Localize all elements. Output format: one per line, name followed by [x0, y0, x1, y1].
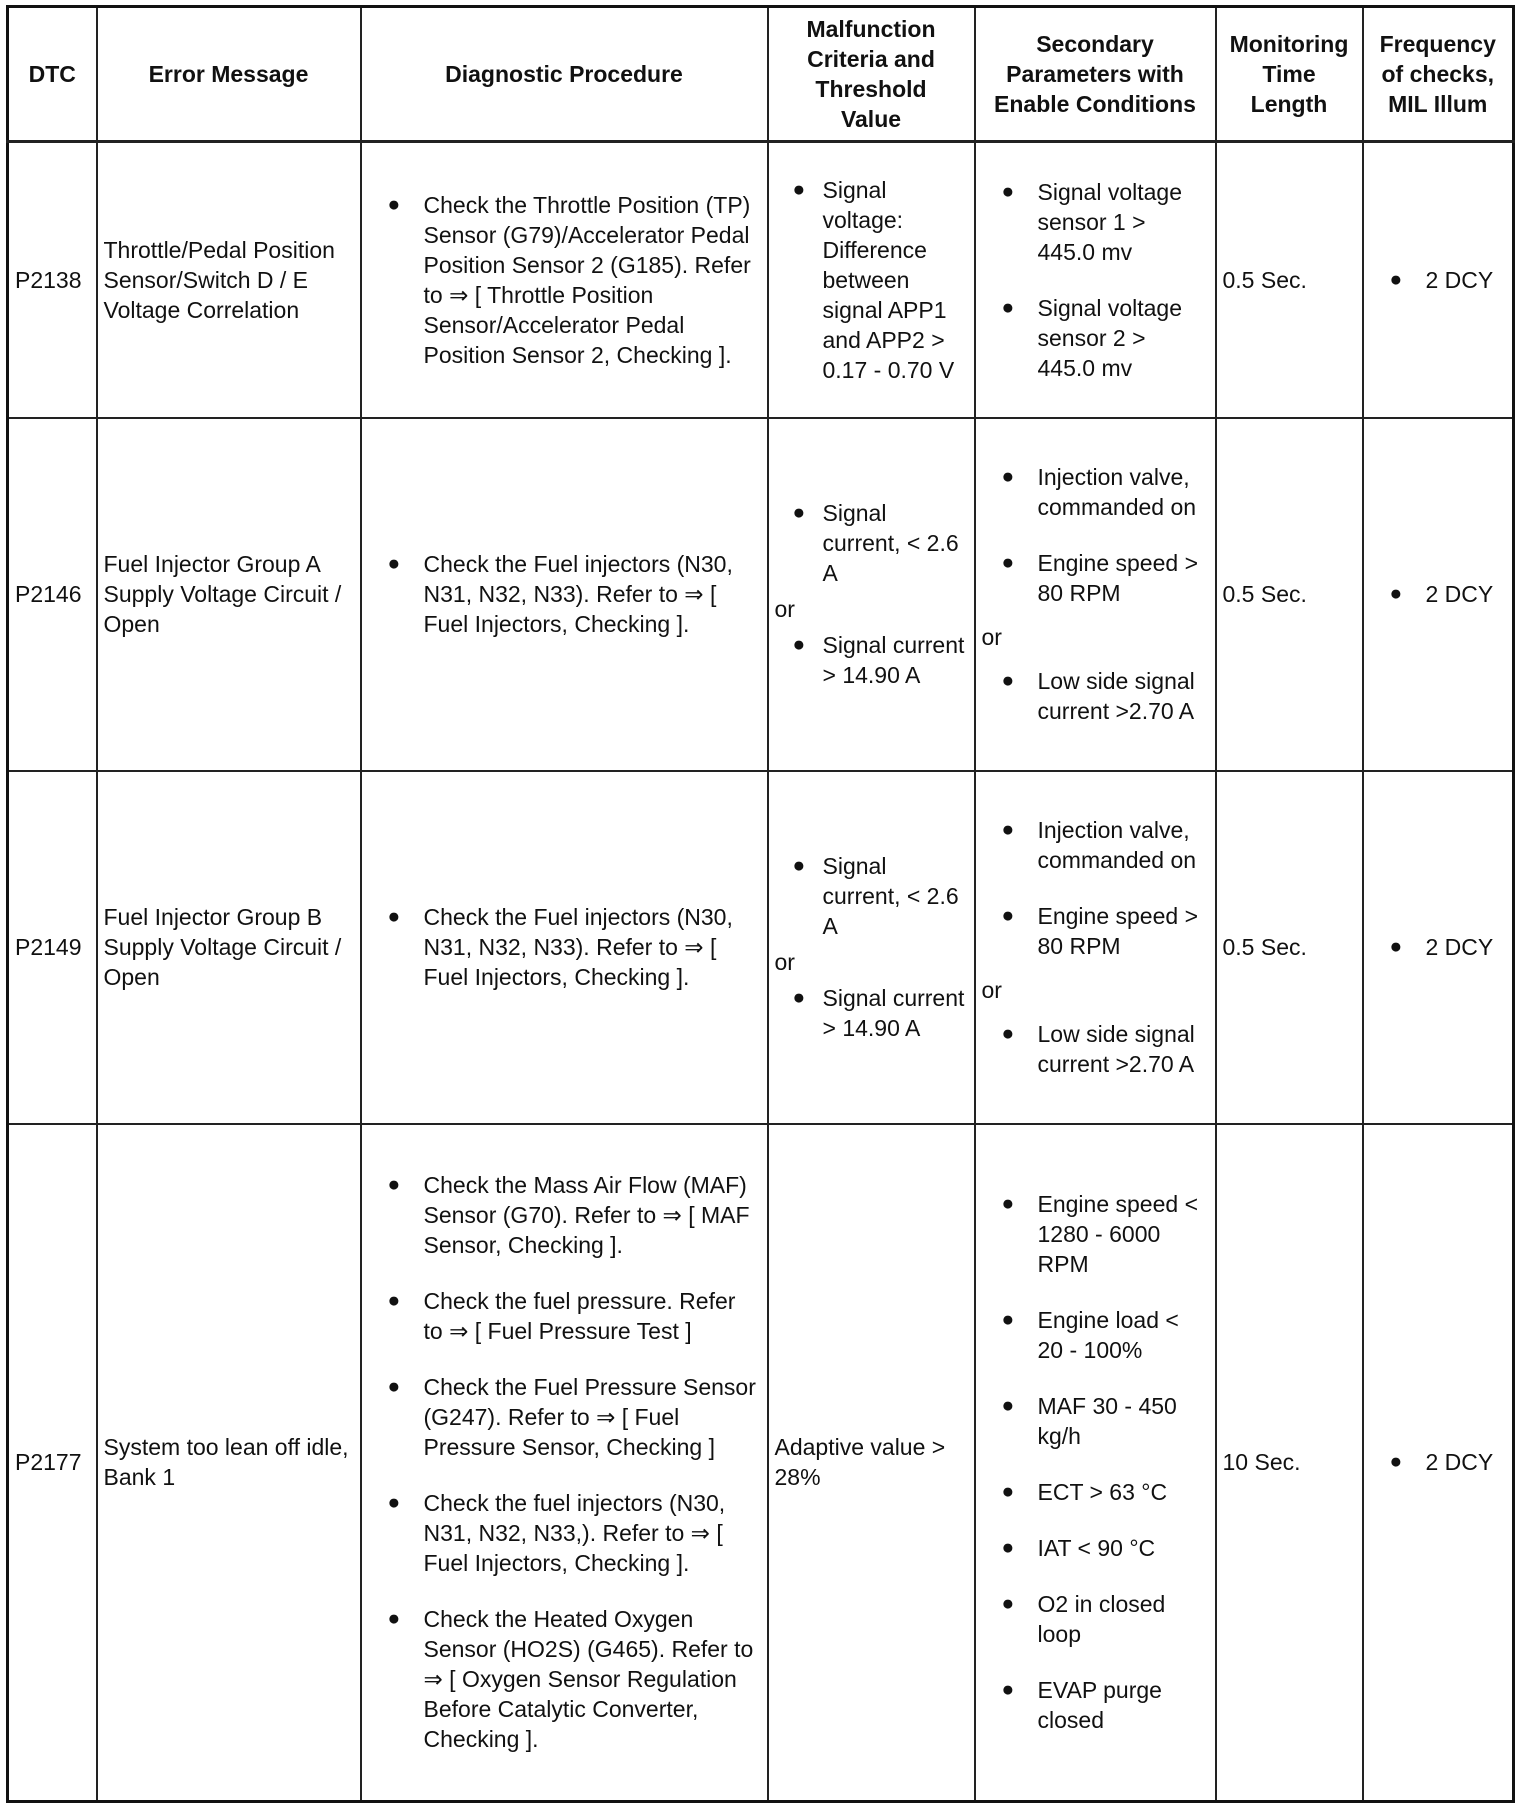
secondary-item: ● Engine load < 20 - 100% — [982, 1305, 1209, 1365]
frequency-item: ● 2 DCY — [1370, 1447, 1507, 1477]
diagnostic-procedure — [361, 771, 768, 1124]
criteria-item: ● Signal current > 14.90 A — [775, 983, 968, 1043]
table-row — [8, 771, 1514, 1124]
diagnostic-procedure — [361, 142, 768, 418]
secondary-item: ● Injection valve, commanded on — [982, 815, 1209, 875]
dtc-code: P2149 — [8, 771, 97, 1124]
frequency-item: ● 2 DCY — [1370, 579, 1507, 609]
secondary-parameters — [975, 142, 1216, 418]
header-diagnostic-procedure: Diagnostic Procedure — [361, 7, 768, 142]
malfunction-criteria: Adaptive value > 28% — [768, 1124, 975, 1802]
procedure-item: ● Check the Mass Air Flow (MAF) Sensor (G70). Refer to ⇒ [ MAF Sensor, Checking ]. — [368, 1170, 761, 1260]
table-row — [8, 418, 1514, 771]
secondary-parameters — [975, 418, 1216, 771]
dtc-code: P2146 — [8, 418, 97, 771]
monitoring-time: 10 Sec. — [1216, 1124, 1363, 1802]
dtc-code: P2138 — [8, 142, 97, 418]
monitoring-time: 0.5 Sec. — [1216, 142, 1363, 418]
error-message: Fuel Injector Group A Supply Voltage Circuit / Open — [97, 418, 361, 771]
secondary-item: ● IAT < 90 °C — [982, 1533, 1209, 1563]
header-monitoring-time: Monitoring Time Length — [1216, 7, 1363, 142]
frequency — [1363, 418, 1514, 771]
dtc-code: P2177 — [8, 1124, 97, 1802]
criteria-item: ● Signal voltage: Difference between signal APP1 and APP2 > 0.17 - 0.70 V — [775, 175, 968, 385]
secondary-item: ● Low side signal current >2.70 A — [982, 666, 1209, 726]
header-error-message: Error Message — [97, 7, 361, 142]
or-label: or — [981, 977, 1002, 1003]
secondary-item: ● Engine speed > 80 RPM — [982, 901, 1209, 961]
procedure-item: ● Check the fuel injectors (N30, N31, N32, N33,). Refer to ⇒ [ Fuel Injectors, Checking ]. — [368, 1488, 761, 1578]
or-label: or — [981, 624, 1002, 650]
secondary-item: ● Signal voltage sensor 2 > 445.0 mv — [982, 293, 1209, 383]
secondary-item: ● MAF 30 - 450 kg/h — [982, 1391, 1209, 1451]
secondary-parameters — [975, 1124, 1216, 1802]
malfunction-criteria — [768, 418, 975, 771]
criteria-item: ● Signal current, < 2.6 A — [775, 498, 968, 588]
diagnostic-procedure — [361, 418, 768, 771]
error-message: Throttle/Pedal Position Sensor/Switch D / E Voltage Correlation — [97, 142, 361, 418]
criteria-item: ● Signal current, < 2.6 A — [775, 851, 968, 941]
procedure-item: ● Check the Heated Oxygen Sensor (HO2S) (G465). Refer to ⇒ [ Oxygen Sensor Regulation Before Catalytic Converter, Checking ]. — [368, 1604, 761, 1754]
criteria-item: ● Signal current > 14.90 A — [775, 630, 968, 690]
procedure-item: ● Check the Fuel injectors (N30, N31, N32, N33). Refer to ⇒ [ Fuel Injectors, Checking ]. — [368, 902, 761, 992]
procedure-item: ● Check the fuel pressure. Refer to ⇒ [ Fuel Pressure Test ] — [368, 1286, 761, 1346]
header-secondary-parameters: Secondary Parameters with Enable Conditions — [975, 7, 1216, 142]
secondary-item: ● Signal voltage sensor 1 > 445.0 mv — [982, 177, 1209, 267]
header-dtc: DTC — [8, 7, 97, 142]
malfunction-criteria — [768, 142, 975, 418]
error-message: System too lean off idle, Bank 1 — [97, 1124, 361, 1802]
secondary-item: ● Engine speed > 80 RPM — [982, 548, 1209, 608]
dtc-table — [6, 5, 1515, 1803]
secondary-item: ● O2 in closed loop — [982, 1589, 1209, 1649]
frequency — [1363, 771, 1514, 1124]
monitoring-time: 0.5 Sec. — [1216, 418, 1363, 771]
malfunction-criteria — [768, 771, 975, 1124]
or-label: or — [774, 596, 795, 622]
frequency — [1363, 1124, 1514, 1802]
frequency-item: ● 2 DCY — [1370, 265, 1507, 295]
secondary-item: ● Injection valve, commanded on — [982, 462, 1209, 522]
secondary-parameters — [975, 771, 1216, 1124]
diagnostic-procedure — [361, 1124, 768, 1802]
or-label: or — [774, 949, 795, 975]
monitoring-time: 0.5 Sec. — [1216, 771, 1363, 1124]
procedure-item: ● Check the Fuel injectors (N30, N31, N32, N33). Refer to ⇒ [ Fuel Injectors, Checking ]. — [368, 549, 761, 639]
frequency — [1363, 142, 1514, 418]
table-row — [8, 142, 1514, 418]
secondary-item: ● Engine speed < 1280 - 6000 RPM — [982, 1189, 1209, 1279]
header-malfunction-criteria: Malfunction Criteria and Threshold Value — [768, 7, 975, 142]
procedure-item: ● Check the Fuel Pressure Sensor (G247). Refer to ⇒ [ Fuel Pressure Sensor, Checking ] — [368, 1372, 761, 1462]
frequency-item: ● 2 DCY — [1370, 932, 1507, 962]
secondary-item: ● EVAP purge closed — [982, 1675, 1209, 1735]
procedure-item: ● Check the Throttle Position (TP) Sensor (G79)/Accelerator Pedal Position Sensor 2 (G185). Refer to ⇒ [ Throttle Position Sensor/Accelerator Pedal Position Sensor 2, Checking ]. — [368, 190, 761, 370]
header-frequency: Frequency of checks, MIL Illum — [1363, 7, 1514, 142]
table-row — [8, 1124, 1514, 1802]
secondary-item: ● Low side signal current >2.70 A — [982, 1019, 1209, 1079]
header-row — [8, 7, 1514, 142]
error-message: Fuel Injector Group B Supply Voltage Circuit / Open — [97, 771, 361, 1124]
secondary-item: ● ECT > 63 °C — [982, 1477, 1209, 1507]
